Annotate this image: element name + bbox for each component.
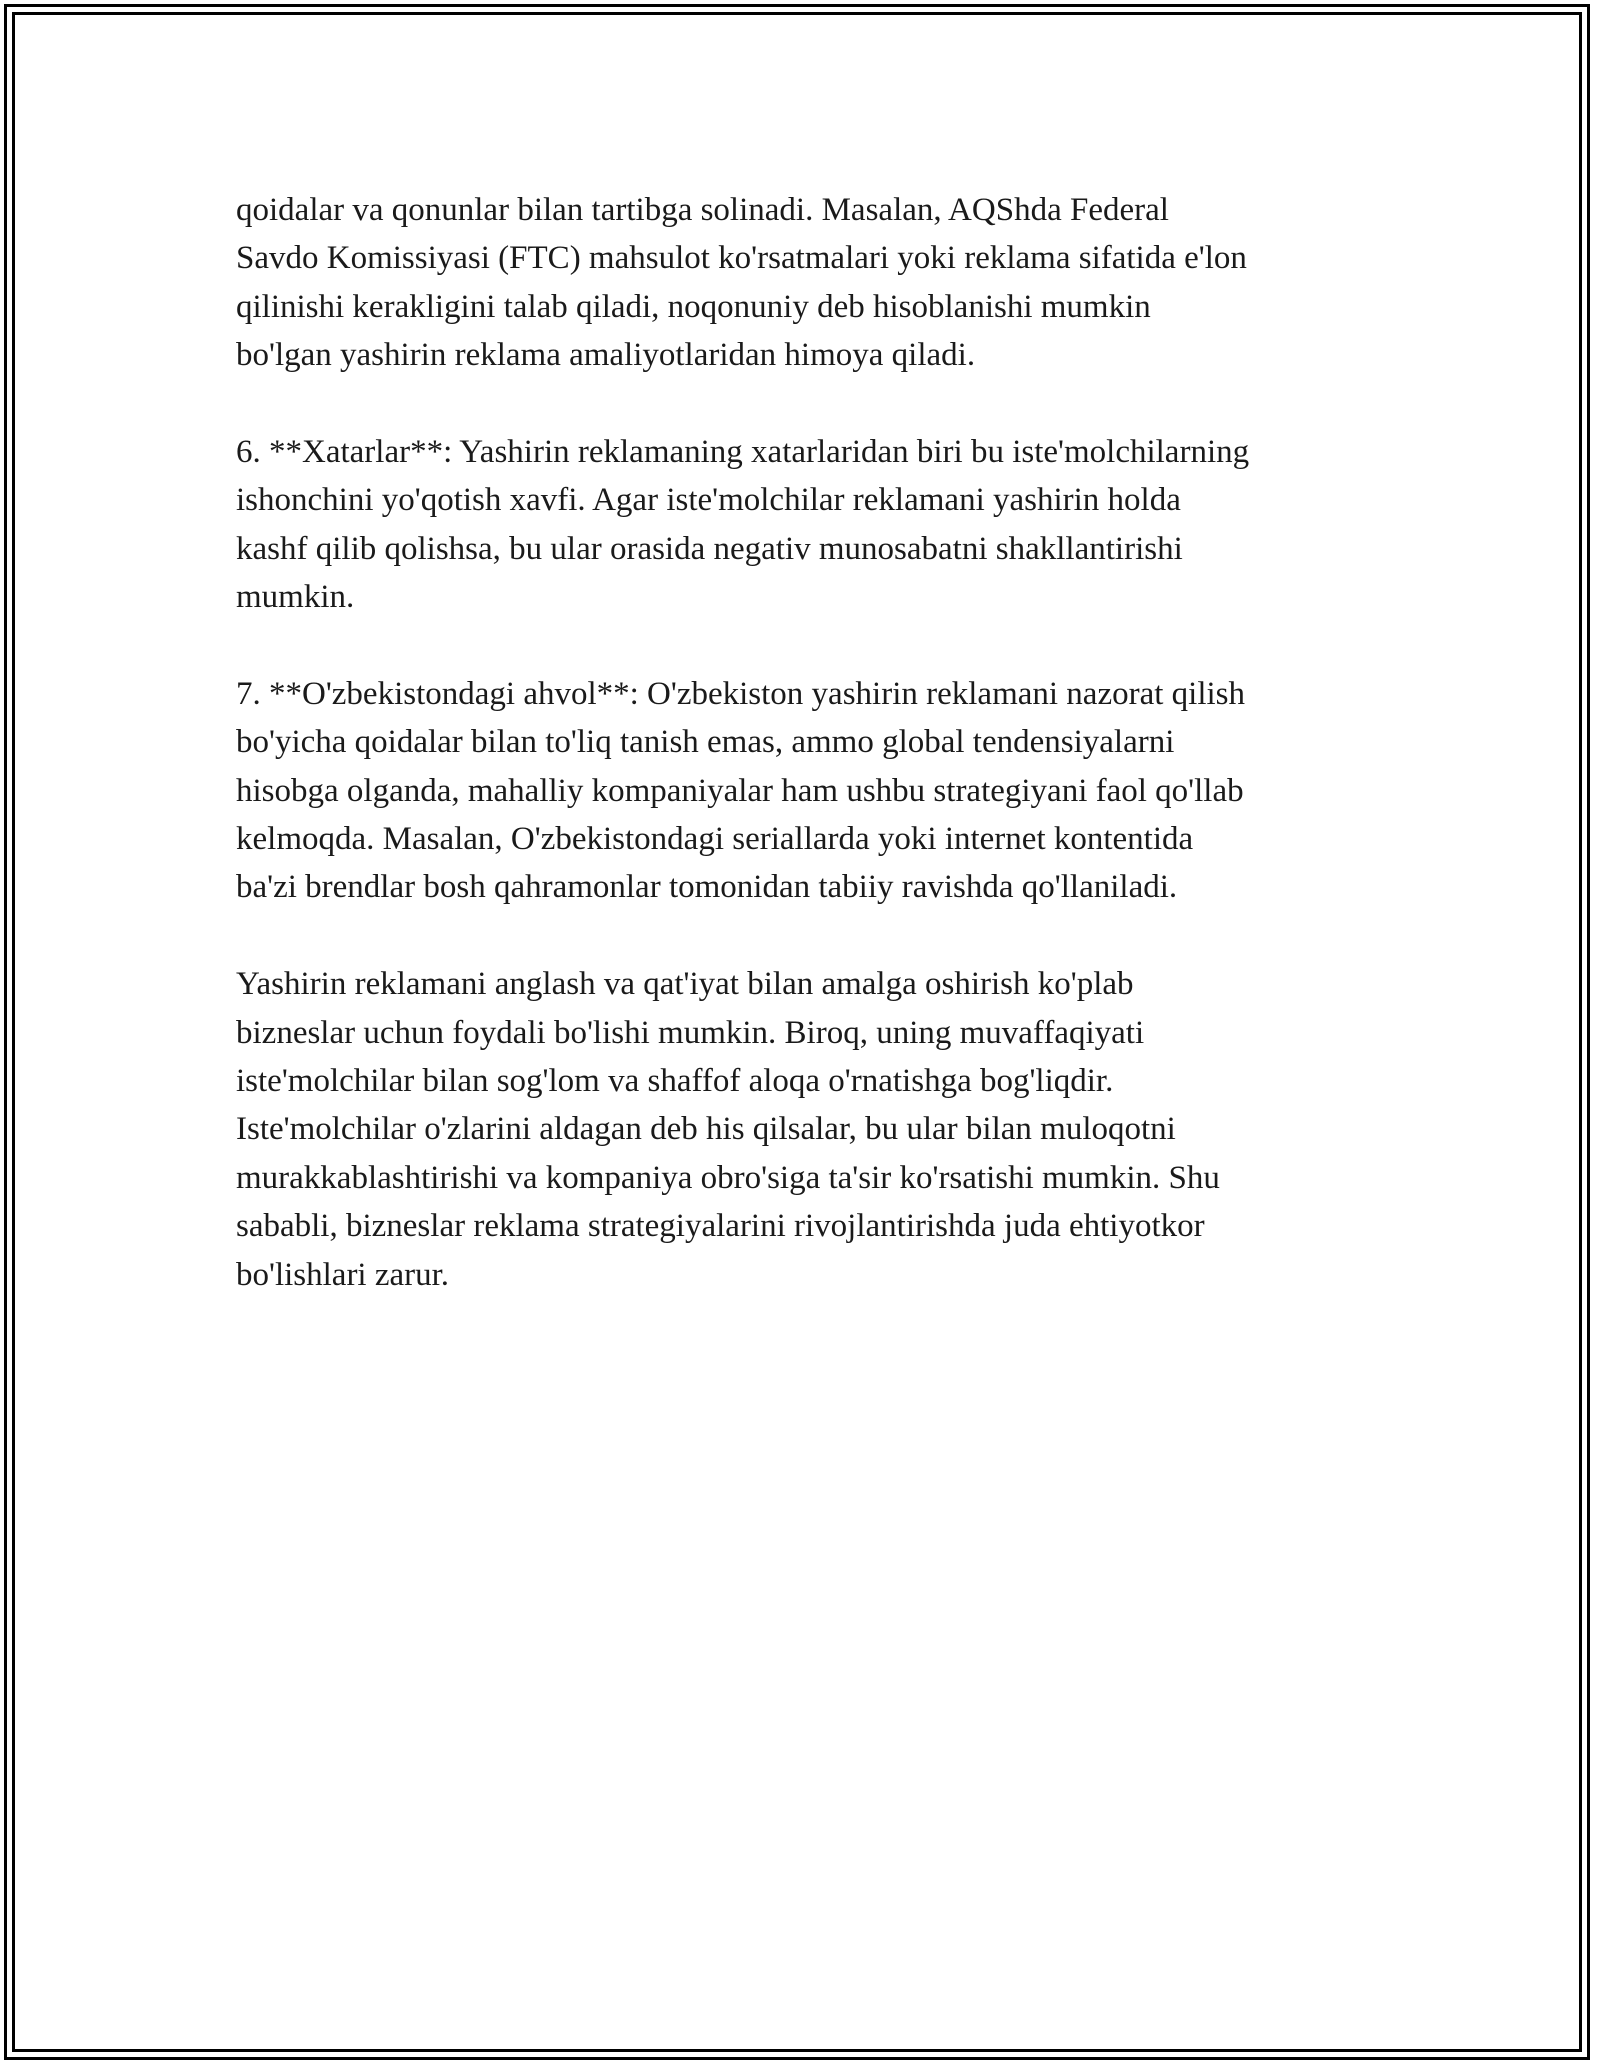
text-line: Yashirin reklamani anglash va qat'iyat bilan amalga oshirish ko'plab: [236, 966, 1134, 1003]
paragraph-risks: [236, 428, 1406, 622]
text-line: Savdo Komissiyasi (FTC) mahsulot ko'rsatmalari yoki reklama sifatida e'lon: [236, 240, 1247, 277]
paragraph-gap: [236, 912, 1406, 960]
document-body: [236, 186, 1406, 1299]
text-line: 6. **Xatarlar**: Yashirin reklamaning xatarlaridan biri bu iste'molchilarning: [236, 433, 1250, 470]
paragraph-uzbekistan: [236, 670, 1406, 912]
text-line: bo'yicha qoidalar bilan to'liq tanish emas, ammo global tendensiyalarni: [236, 724, 1175, 761]
text-line: kashf qilib qolishsa, bu ular orasida negativ munosabatni shakllantirishi: [236, 530, 1183, 567]
paragraph-gap: [236, 622, 1406, 670]
text-line: bo'lgan yashirin reklama amaliyotlaridan himoya qiladi.: [236, 337, 976, 374]
paragraph-gap: [236, 380, 1406, 428]
text-line: sababli, bizneslar reklama strategiyalarini rivojlantirishda juda ehtiyotkor: [236, 1208, 1205, 1245]
text-line: iste'molchilar bilan sog'lom va shaffof aloqa o'rnatishga bog'liqdir.: [236, 1063, 1114, 1100]
text-line: Iste'molchilar o'zlarini aldagan deb his qilsalar, bu ular bilan muloqotni: [236, 1111, 1176, 1148]
text-line: kelmoqda. Masalan, O'zbekistondagi seriallarda yoki internet kontentida: [236, 821, 1194, 858]
text-line: ishonchini yo'qotish xavfi. Agar iste'molchilar reklamani yashirin holda: [236, 482, 1181, 519]
paragraph-conclusion: [236, 960, 1406, 1299]
text-line: ba'zi brendlar bosh qahramonlar tomonidan tabiiy ravishda qo'llaniladi.: [236, 869, 1178, 906]
text-line: qoidalar va qonunlar bilan tartibga solinadi. Masalan, AQShda Federal: [236, 192, 1169, 228]
text-line: 7. **O'zbekistondagi ahvol**: O'zbekiston yashirin reklamani nazorat qilish: [236, 675, 1245, 712]
paragraph-regulation: [236, 186, 1406, 380]
text-line: bizneslar uchun foydali bo'lishi mumkin. Biroq, uning muvaffaqiyati: [236, 1014, 1145, 1051]
text-line: qilinishi kerakligini talab qiladi, noqonuniy deb hisoblanishi mumkin: [236, 288, 1151, 325]
text-line: hisobga olganda, mahalliy kompaniyalar ham ushbu strategiyani faol qo'llab: [236, 772, 1244, 809]
text-line: bo'lishlari zarur.: [236, 1256, 450, 1293]
text-line: murakkablashtirishi va kompaniya obro'siga ta'sir ko'rsatishi mumkin. Shu: [236, 1159, 1220, 1196]
text-line: mumkin.: [236, 579, 355, 616]
